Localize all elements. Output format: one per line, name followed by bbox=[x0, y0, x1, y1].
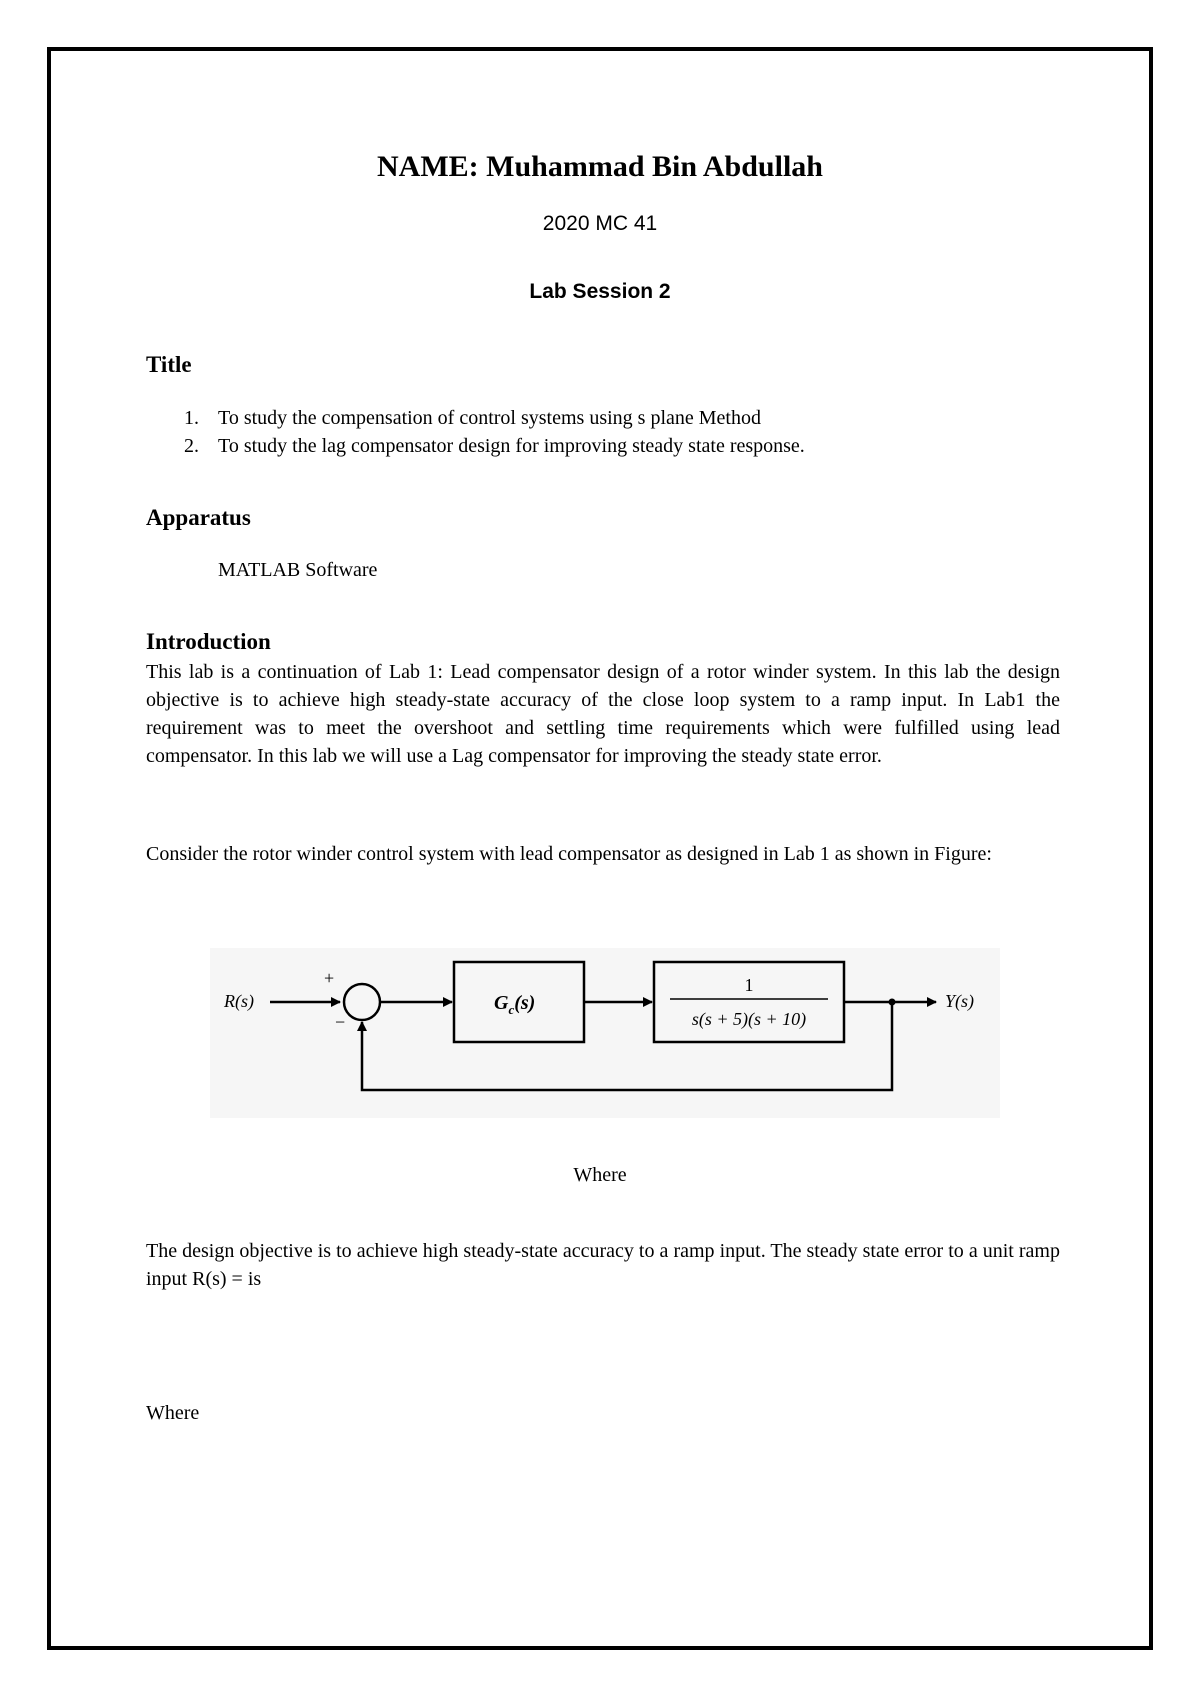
introduction-heading: Introduction bbox=[146, 629, 271, 654]
list-text: To study the lag compensator design for improving steady state response. bbox=[218, 435, 805, 457]
minus-sign: − bbox=[335, 1012, 346, 1032]
where-label-left: Where bbox=[146, 1402, 200, 1424]
list-item bbox=[184, 432, 805, 460]
where-label-center: Where bbox=[573, 1164, 627, 1186]
list-number: 1. bbox=[184, 407, 199, 429]
design-objective-paragraph: The design objective is to achieve high steady-state accuracy to a ramp input. The steady state error to a unit ramp input R(s) = is bbox=[146, 1240, 1060, 1290]
introduction-paragraph: This lab is a continuation of Lab 1: Lead compensator design of a rotor winder system. In this lab the design objective is to achieve high steady-state accuracy of the close loop system to a ramp input. In Lab1 the requirement was to meet the overshoot and settling time requirements which were fulfilled using lead compensator. In this lab we will use a Lag compensator for improving the steady state error. bbox=[146, 661, 1060, 767]
controller-label: $G_c(s)$ bbox=[494, 992, 536, 1017]
plant-denominator: s(s + 5)(s + 10) bbox=[691, 1009, 807, 1029]
list-item bbox=[184, 404, 805, 432]
plus-sign: + bbox=[324, 968, 335, 988]
output-label: Y(s) bbox=[945, 991, 975, 1011]
plant-numerator: 1 bbox=[744, 975, 754, 995]
apparatus-heading: Apparatus bbox=[146, 505, 251, 530]
apparatus-text: MATLAB Software bbox=[218, 559, 378, 581]
roll-number: 2020 MC 41 bbox=[542, 212, 658, 235]
list-number: 2. bbox=[184, 435, 199, 457]
lab-session-heading: Lab Session 2 bbox=[529, 280, 671, 303]
block-diagram bbox=[210, 948, 1000, 1118]
objectives-list bbox=[184, 404, 805, 460]
student-name-title: NAME: Muhammad Bin Abdullah bbox=[377, 150, 823, 183]
list-text: To study the compensation of control systems using s plane Method bbox=[218, 407, 761, 429]
title-heading: Title bbox=[146, 352, 192, 377]
figure-intro-paragraph: Consider the rotor winder control system with lead compensator as designed in Lab 1 as shown in Figure: bbox=[146, 843, 992, 865]
input-label: R(s) bbox=[224, 991, 254, 1011]
